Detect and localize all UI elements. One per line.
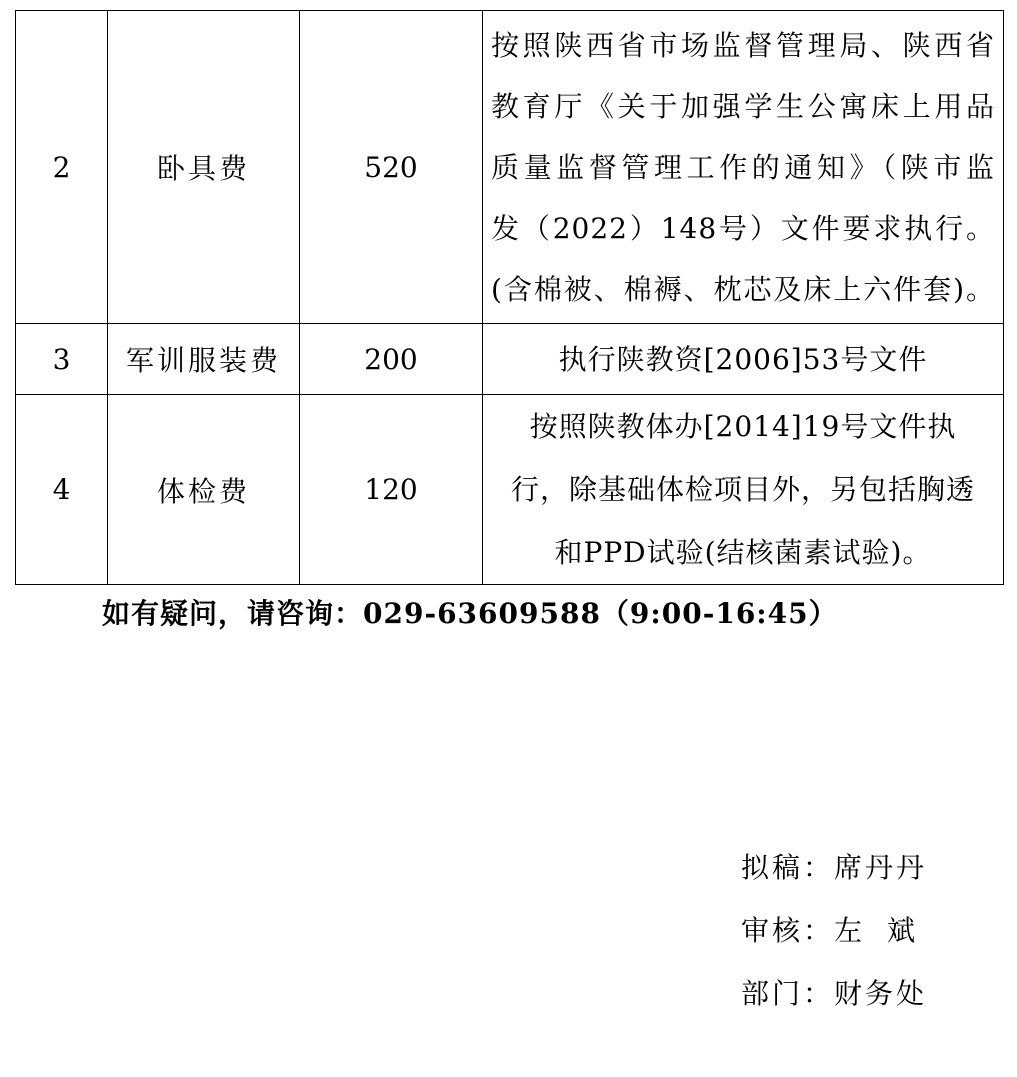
row-number: 3 [16, 324, 108, 395]
drafter-line [741, 846, 927, 886]
fee-note-line: (含棉被、棉褥、枕芯及床上六件套)。 [491, 272, 995, 306]
department-label: 部门： [741, 977, 835, 1010]
fee-item-name: 卧具费 [108, 11, 300, 324]
drafter-label: 拟稿： [741, 851, 835, 884]
row-number: 2 [16, 11, 108, 324]
fee-note [483, 11, 1004, 324]
table-row [16, 11, 1004, 324]
fee-note-line: 按照陕西省市场监督管理局、陕西省 [491, 28, 995, 62]
reviewer-line [741, 909, 918, 949]
fee-note-line: 按照陕教体办[2014]19号文件执 [529, 410, 957, 443]
fee-amount: 520 [300, 11, 483, 324]
fee-amount: 120 [300, 395, 483, 585]
reviewer-name-part: 斌 [887, 914, 919, 947]
fee-note-line: 行，除基础体检项目外，另包括胸透 [510, 473, 975, 506]
fee-note-line: 执行陕教资[2006]53号文件 [558, 342, 928, 376]
fee-item-name: 体检费 [108, 395, 300, 585]
department-line [741, 972, 927, 1012]
fee-note-line: 和PPD试验(结核菌素试验)。 [554, 536, 932, 569]
contact-info: 如有疑问，请咨询：029-63609588（9:00-16:45） [102, 597, 838, 630]
row-number: 4 [16, 395, 108, 585]
drafter-name: 席丹丹 [834, 851, 928, 884]
reviewer-label: 审核： [741, 914, 835, 947]
fee-item-name: 军训服装费 [108, 324, 300, 395]
table-row [16, 395, 1004, 585]
fee-note-line: 质量监督管理工作的通知》（陕市监 [491, 150, 995, 184]
fee-note-line: 教育厅《关于加强学生公寓床上用品 [491, 89, 995, 123]
fee-table [15, 10, 1004, 585]
fee-note-line: 发（2022）148号）文件要求执行。 [491, 211, 995, 245]
fee-note [483, 395, 1004, 585]
fee-amount: 200 [300, 324, 483, 395]
table-row [16, 324, 1004, 395]
department-name: 财务处 [834, 977, 928, 1010]
fee-note [483, 324, 1004, 395]
reviewer-name-part: 左 [834, 914, 866, 947]
